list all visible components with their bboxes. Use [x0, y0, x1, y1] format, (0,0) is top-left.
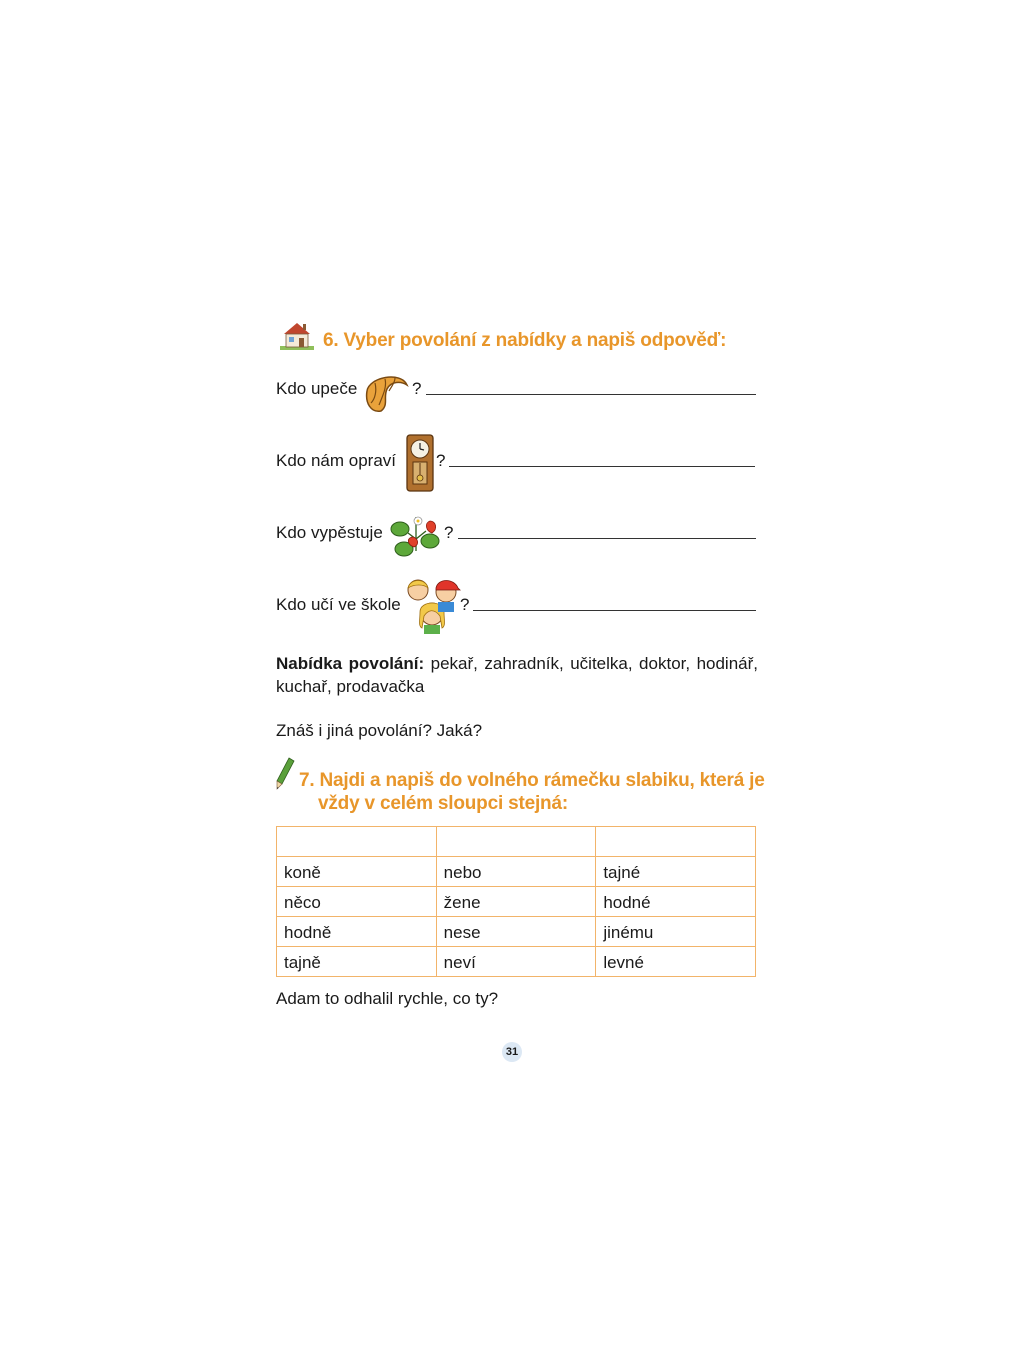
table-cell: neví — [436, 947, 596, 977]
question-1-mark: ? — [412, 379, 422, 398]
blank-cell-1[interactable] — [277, 827, 437, 857]
table-cell: nebo — [436, 857, 596, 887]
question-2-text: Kdo nám opraví — [276, 451, 397, 470]
task7-title-line2: vždy v celém sloupci stejná: — [318, 793, 568, 814]
table-row — [277, 857, 756, 887]
blank-row — [277, 827, 756, 857]
blank-cell-2[interactable] — [436, 827, 596, 857]
strawberry-plant-icon — [388, 511, 444, 559]
pencil-icon — [274, 756, 296, 790]
table-cell: žene — [436, 887, 596, 917]
table-row — [277, 887, 756, 917]
children-icon — [404, 576, 462, 634]
question-4-text: Kdo učí ve škole — [276, 595, 401, 614]
task7-title-line1: 7. Najdi a napiš do volného rámečku slabiku, která je — [299, 770, 765, 791]
table-cell: tajné — [596, 857, 756, 887]
table-row — [277, 917, 756, 947]
question-3-text: Kdo vypěstuje — [276, 523, 383, 542]
question-2-mark: ? — [436, 451, 446, 470]
extra-question: Znáš i jiná povolání? Jaká? — [276, 721, 483, 740]
offer-label: Nabídka povolání: — [276, 654, 425, 673]
syllable-table — [276, 826, 756, 977]
offer-text-line1: pekař, zahradník, učitelka, doktor, hodinář, — [424, 654, 758, 673]
task7-footer: Adam to odhalil rychle, co ty? — [276, 989, 499, 1008]
offer-text-line2: kuchař, prodavačka — [276, 677, 425, 696]
offer-paragraph — [276, 652, 758, 698]
answer-line-2[interactable] — [449, 466, 755, 467]
table-cell: nese — [436, 917, 596, 947]
question-4-mark: ? — [460, 595, 470, 614]
answer-line-4[interactable] — [473, 610, 756, 611]
table-cell: hodné — [596, 887, 756, 917]
blank-cell-3[interactable] — [596, 827, 756, 857]
question-3-mark: ? — [444, 523, 454, 542]
house-icon — [278, 320, 316, 352]
table-row — [277, 947, 756, 977]
table-cell: tajně — [277, 947, 437, 977]
table-cell: něco — [277, 887, 437, 917]
answer-line-3[interactable] — [458, 538, 756, 539]
answer-line-1[interactable] — [426, 394, 756, 395]
table-cell: levné — [596, 947, 756, 977]
task6-title: 6. Vyber povolání z nabídky a napiš odpověď: — [323, 330, 727, 351]
croissant-icon — [361, 369, 411, 415]
clock-icon — [403, 433, 437, 493]
table-cell: hodně — [277, 917, 437, 947]
question-1-text: Kdo upeče — [276, 379, 358, 398]
table-cell: koně — [277, 857, 437, 887]
table-cell: jinému — [596, 917, 756, 947]
page-number: 31 — [502, 1042, 522, 1062]
